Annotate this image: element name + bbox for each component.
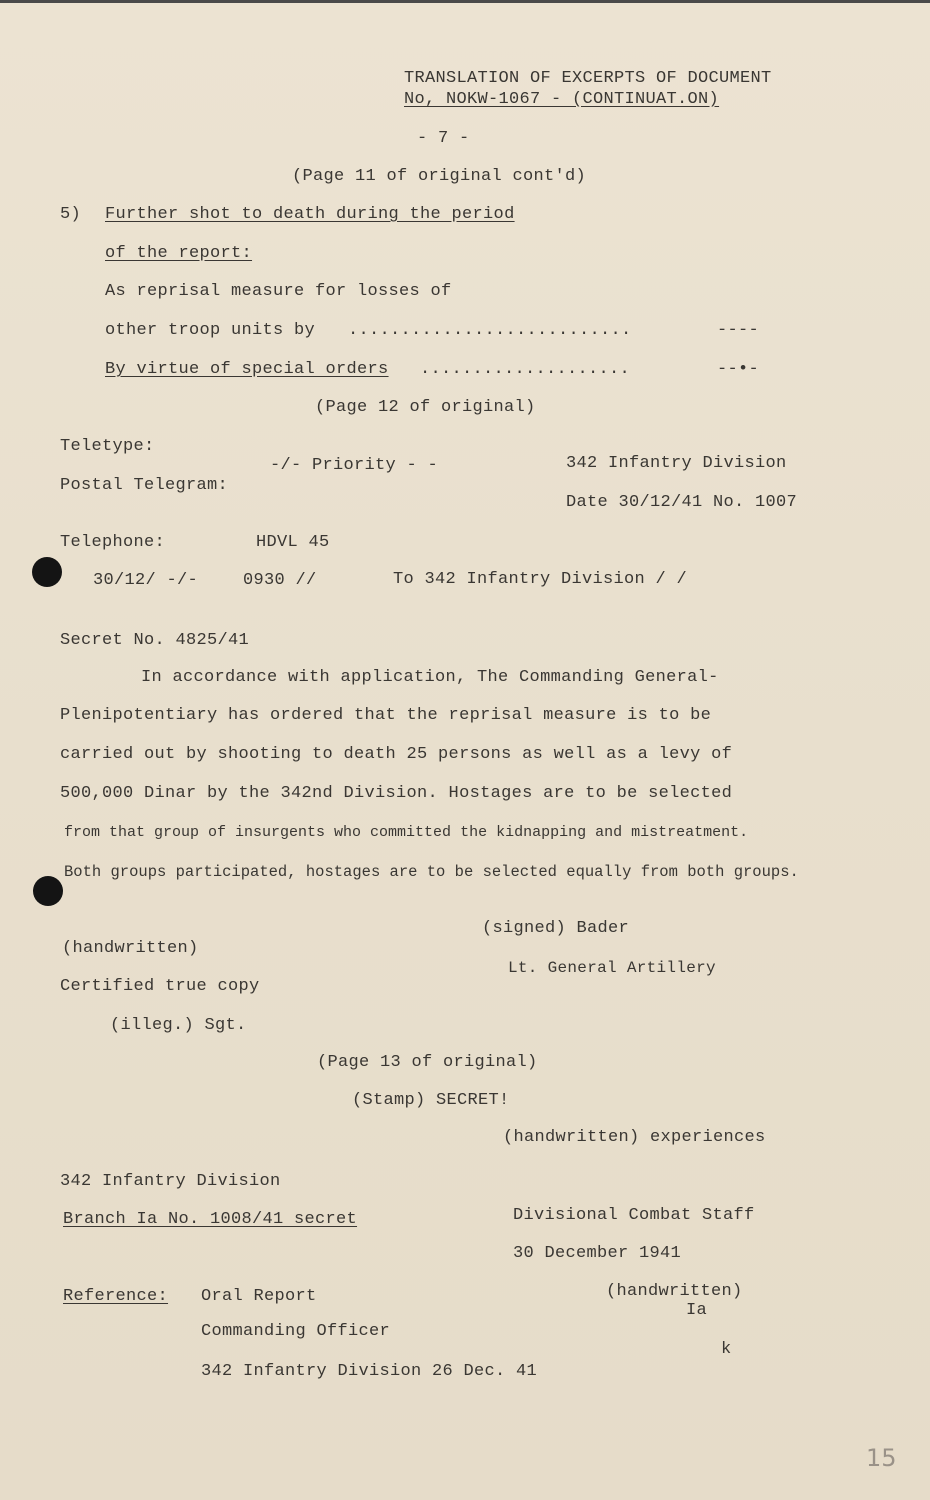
header-document-number: No, NOKW-1067 - (CONTINUAT.ON) — [404, 90, 720, 109]
special-orders-label: By virtue of special orders — [105, 360, 389, 379]
certifier: (illeg.) Sgt. — [110, 1016, 247, 1035]
header-title: TRANSLATION OF EXCERPTS OF DOCUMENT — [404, 69, 772, 88]
hdvl-code: HDVL 45 — [256, 533, 330, 552]
telephone-label: Telephone: — [60, 533, 166, 552]
page-corner-mark: 15 — [866, 1444, 897, 1472]
punch-hole — [33, 876, 63, 906]
teletype-label: Teletype: — [60, 437, 155, 456]
reference-division-date: 342 Infantry Division 26 Dec. 41 — [201, 1362, 538, 1381]
troop-units-value: ---- — [717, 321, 760, 340]
handwritten-k: k — [721, 1340, 732, 1359]
signer-rank: Lt. General Artillery — [508, 959, 716, 977]
postal-telegram-label: Postal Telegram: — [60, 476, 229, 495]
reference-commanding-officer: Commanding Officer — [201, 1322, 391, 1341]
reprisal-line: As reprisal measure for losses of — [105, 282, 452, 301]
leader-dots: ........................... — [348, 321, 632, 340]
page-note-11: (Page 11 of original cont'd) — [292, 167, 587, 186]
body-line-1: In accordance with application, The Commanding General- — [141, 668, 719, 687]
item-number: 5) — [60, 205, 82, 224]
telegram-date-mark: 30/12/ -/- — [93, 571, 199, 590]
combat-staff: Divisional Combat Staff — [513, 1206, 755, 1225]
page-note-13: (Page 13 of original) — [317, 1053, 538, 1072]
body-line-3: carried out by shooting to death 25 persons as well as a levy of — [60, 745, 733, 764]
body-line-6: Both groups participated, hostages are to be selected equally from both groups. — [64, 863, 799, 881]
division-name: 342 Infantry Division — [60, 1172, 281, 1191]
handwritten-note: (handwritten) — [62, 939, 199, 958]
signature: (signed) Bader — [482, 919, 630, 938]
certified-copy: Certified true copy — [60, 977, 260, 996]
priority-label: -/- Priority - - — [270, 456, 439, 475]
recipient: To 342 Infantry Division / / — [393, 570, 688, 589]
leader-dots: .................... — [420, 360, 631, 379]
handwritten-experiences: (handwritten) experiences — [503, 1128, 766, 1147]
special-orders-value: --•- — [717, 360, 760, 379]
handwritten-ia: Ia — [686, 1301, 708, 1320]
scan-edge — [0, 0, 930, 3]
memo-date: 30 December 1941 — [513, 1244, 682, 1263]
page-note-12: (Page 12 of original) — [315, 398, 536, 417]
handwritten-ia-note: (handwritten) — [606, 1282, 743, 1301]
sender-division: 342 Infantry Division — [566, 454, 787, 473]
reference-label: Reference: — [63, 1287, 169, 1306]
secret-number: Secret No. 4825/41 — [60, 631, 250, 650]
branch-number: Branch Ia No. 1008/41 secret — [63, 1210, 358, 1229]
page-number: - 7 - — [417, 129, 470, 148]
reference-oral-report: Oral Report — [201, 1287, 317, 1306]
body-line-2: Plenipotentiary has ordered that the reprisal measure is to be — [60, 706, 712, 725]
section-heading-1: Further shot to death during the period — [105, 205, 515, 224]
telegram-time: 0930 // — [243, 571, 317, 590]
troop-units-label: other troop units by — [105, 321, 316, 340]
body-line-5: from that group of insurgents who committed the kidnapping and mistreatment. — [64, 824, 749, 841]
punch-hole — [32, 557, 62, 587]
section-heading-2: of the report: — [105, 244, 253, 263]
body-line-4: 500,000 Dinar by the 342nd Division. Hostages are to be selected — [60, 784, 733, 803]
stamp-secret: (Stamp) SECRET! — [352, 1091, 510, 1110]
telegram-date-number: Date 30/12/41 No. 1007 — [566, 493, 798, 512]
